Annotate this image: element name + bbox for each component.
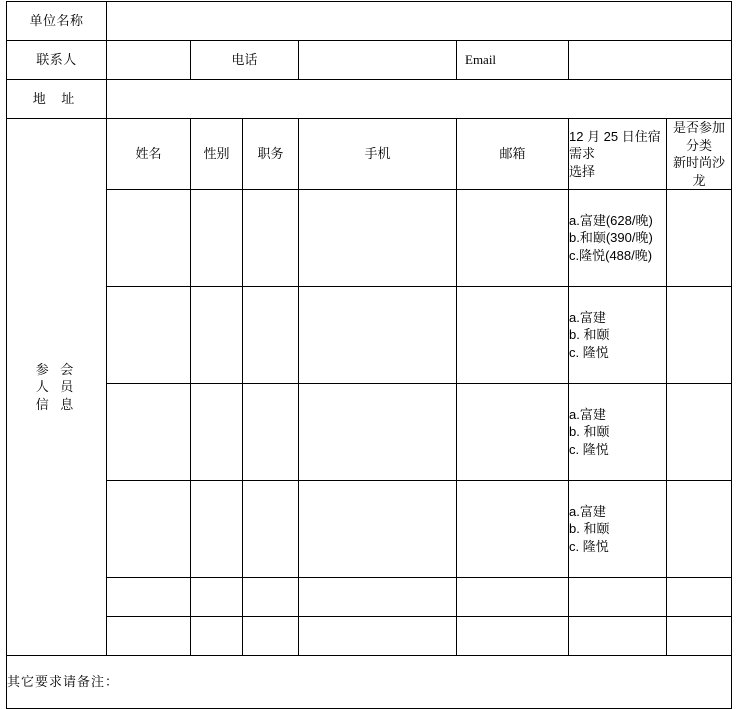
- cell-mailbox[interactable]: [457, 578, 569, 617]
- attendee-section-label-line-3: 信 息: [35, 396, 78, 412]
- cell-salon[interactable]: [667, 287, 732, 384]
- cell-mailbox[interactable]: [457, 384, 569, 481]
- phone-label: 电话: [191, 41, 299, 80]
- cell-title[interactable]: [243, 287, 299, 384]
- attendee-header-row: [7, 119, 732, 190]
- hotel-option-b[interactable]: b. 和颐: [569, 424, 610, 440]
- cell-gender[interactable]: [191, 384, 243, 481]
- cell-salon[interactable]: [667, 578, 732, 617]
- column-header-mobile: 手机: [299, 119, 457, 190]
- hotel-option-b[interactable]: b. 和颐: [569, 327, 610, 343]
- column-header-salon-line-1: 是否参加分类: [672, 120, 725, 153]
- address-field[interactable]: [107, 80, 732, 119]
- cell-salon[interactable]: [667, 617, 732, 656]
- cell-gender[interactable]: [191, 481, 243, 578]
- cell-title[interactable]: [243, 617, 299, 656]
- address-row: [7, 80, 732, 119]
- cell-hotel-options[interactable]: [569, 384, 667, 481]
- cell-name[interactable]: [107, 481, 191, 578]
- table-row: [7, 384, 732, 481]
- column-header-salon: [667, 119, 732, 190]
- cell-salon[interactable]: [667, 190, 732, 287]
- contact-label: 联系人: [7, 41, 107, 80]
- document-page: [0, 1, 737, 698]
- hotel-option-b[interactable]: b. 和颐: [569, 521, 610, 537]
- cell-hotel-options[interactable]: [569, 617, 667, 656]
- cell-hotel-options[interactable]: [569, 578, 667, 617]
- cell-mailbox[interactable]: [457, 617, 569, 656]
- table-row: [7, 481, 732, 578]
- cell-name[interactable]: [107, 578, 191, 617]
- registration-form-table: [6, 1, 732, 709]
- cell-title[interactable]: [243, 190, 299, 287]
- column-header-salon-line-2: 新时尚沙龙: [672, 155, 725, 188]
- column-header-hotel: [569, 119, 667, 190]
- phone-field[interactable]: [299, 41, 457, 80]
- other-requirements-row: [7, 656, 732, 709]
- cell-title[interactable]: [243, 578, 299, 617]
- email-field[interactable]: [569, 41, 732, 80]
- column-header-title: 职务: [243, 119, 299, 190]
- table-row: [7, 287, 732, 384]
- cell-title[interactable]: [243, 481, 299, 578]
- attendee-section-label: [7, 119, 107, 656]
- cell-mobile[interactable]: [299, 578, 457, 617]
- cell-gender[interactable]: [191, 617, 243, 656]
- cell-name[interactable]: [107, 617, 191, 656]
- unit-name-label: 单位名称: [7, 2, 107, 41]
- unit-name-field[interactable]: [107, 2, 732, 41]
- hotel-option-c[interactable]: c. 隆悦: [569, 538, 609, 554]
- attendee-section-label-line-1: 参 会: [35, 361, 78, 377]
- cell-mobile[interactable]: [299, 384, 457, 481]
- cell-name[interactable]: [107, 287, 191, 384]
- cell-hotel-options[interactable]: [569, 287, 667, 384]
- hotel-option-b[interactable]: b.和颐(390/晚): [569, 230, 653, 246]
- cell-mobile[interactable]: [299, 481, 457, 578]
- hotel-option-c[interactable]: c. 隆悦: [569, 441, 609, 457]
- column-header-hotel-line-2: 选择: [569, 163, 596, 179]
- cell-gender[interactable]: [191, 190, 243, 287]
- cell-hotel-options[interactable]: [569, 190, 667, 287]
- email-label: Email: [457, 41, 569, 80]
- cell-mailbox[interactable]: [457, 481, 569, 578]
- column-header-name: 姓名: [107, 119, 191, 190]
- cell-gender[interactable]: [191, 287, 243, 384]
- cell-mobile[interactable]: [299, 190, 457, 287]
- hotel-option-c[interactable]: c.隆悦(488/晚): [569, 247, 653, 263]
- other-requirements-label[interactable]: 其它要求请备注：: [7, 656, 732, 709]
- cell-mailbox[interactable]: [457, 287, 569, 384]
- cell-mobile[interactable]: [299, 287, 457, 384]
- contact-name-field[interactable]: [107, 41, 191, 80]
- cell-name[interactable]: [107, 384, 191, 481]
- cell-gender[interactable]: [191, 578, 243, 617]
- hotel-option-c[interactable]: c. 隆悦: [569, 344, 609, 360]
- table-row: [7, 578, 732, 617]
- attendee-section-label-line-2: 人 员: [35, 379, 78, 395]
- unit-name-row: [7, 2, 732, 41]
- address-label: 地 址: [7, 80, 107, 119]
- hotel-option-a[interactable]: a.富建: [569, 503, 606, 519]
- hotel-option-a[interactable]: a.富建: [569, 406, 606, 422]
- cell-hotel-options[interactable]: [569, 481, 667, 578]
- cell-salon[interactable]: [667, 481, 732, 578]
- cell-mobile[interactable]: [299, 617, 457, 656]
- column-header-mailbox: 邮箱: [457, 119, 569, 190]
- hotel-option-a[interactable]: a.富建(628/晚): [569, 212, 653, 228]
- cell-title[interactable]: [243, 384, 299, 481]
- table-row: [7, 190, 732, 287]
- table-row: [7, 617, 732, 656]
- cell-mailbox[interactable]: [457, 190, 569, 287]
- cell-salon[interactable]: [667, 384, 732, 481]
- hotel-option-a[interactable]: a.富建: [569, 309, 606, 325]
- column-header-gender: 性别: [191, 119, 243, 190]
- cell-name[interactable]: [107, 190, 191, 287]
- contact-row: [7, 41, 732, 80]
- column-header-hotel-line-1: 12 月 25 日住宿需求: [569, 128, 661, 162]
